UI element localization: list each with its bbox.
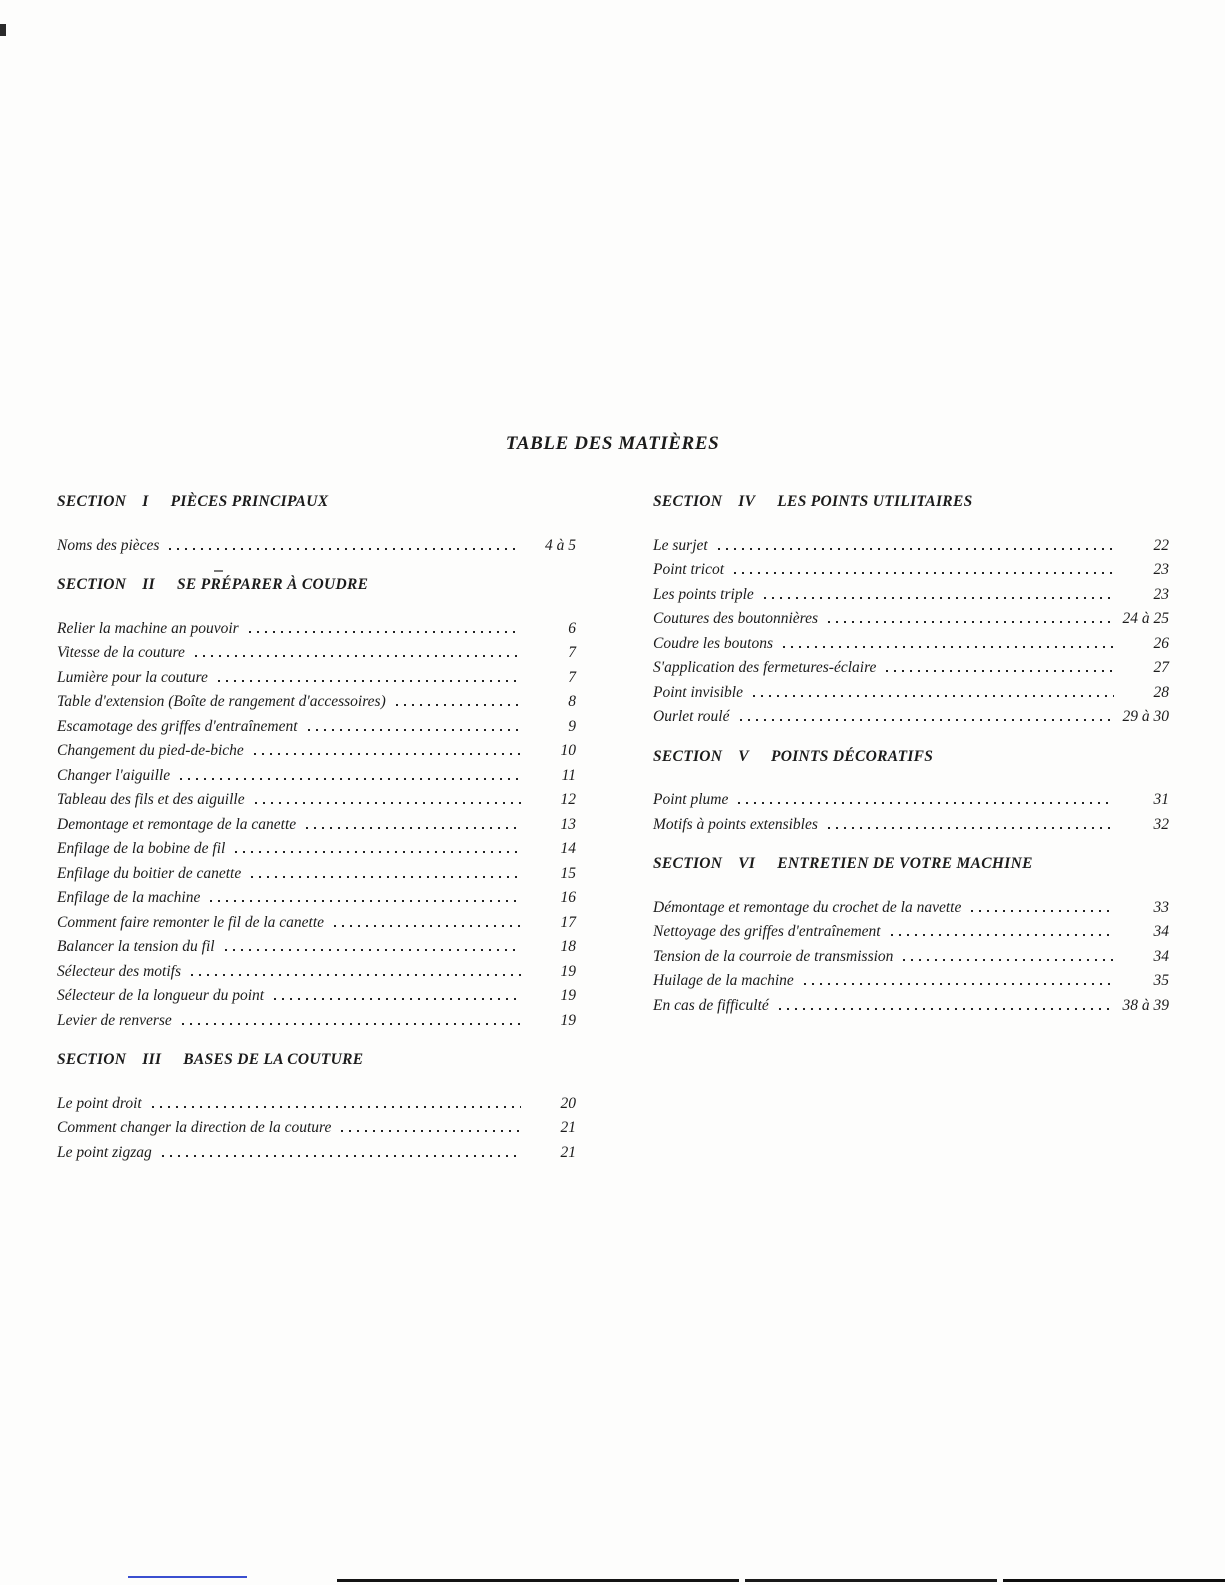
entry-page: 33 (1153, 898, 1169, 916)
dot-leader (191, 974, 521, 976)
entry-page: 11 (561, 766, 576, 784)
section-title: PIÈCES PRINCIPAUX (170, 493, 329, 510)
section-title: BASES DE LA COUTURE (183, 1051, 364, 1068)
toc-entry (57, 666, 576, 691)
section-numeral: VI (738, 855, 756, 872)
entry-page: 21 (560, 1143, 576, 1161)
entry-label: Sélecteur de la longueur du point (57, 987, 265, 1004)
toc-section (653, 852, 1169, 1018)
entry-label: Vitesse de la couture (57, 644, 185, 661)
entry-label: Balancer la tension du fil (57, 938, 215, 955)
toc-entry (57, 886, 576, 911)
entry-page: 7 (568, 644, 576, 661)
dot-leader (162, 1155, 521, 1157)
dot-leader (152, 1106, 521, 1108)
dot-leader (396, 704, 521, 706)
dot-leader (180, 778, 521, 780)
toc-entry (57, 690, 576, 715)
toc-entry (57, 960, 576, 985)
toc-entry (653, 656, 1169, 681)
dot-leader (308, 729, 521, 731)
dot-leader (740, 719, 1114, 721)
entry-page: 23 (1153, 585, 1169, 603)
toc-section (57, 573, 576, 1033)
entry-page: 35 (1153, 972, 1169, 989)
entry-page: 28 (1153, 683, 1169, 701)
section-heading (57, 1048, 576, 1073)
toc-entry (57, 911, 576, 936)
entry-page: 26 (1153, 634, 1169, 652)
entry-label: Demontage et remontage de la canette (57, 815, 297, 833)
section-heading (653, 490, 1169, 515)
scan-artifact-dark-line (337, 1579, 739, 1582)
toc-entry (653, 705, 1169, 730)
entry-label: Relier la machine an pouvoir (57, 619, 239, 637)
dot-leader (235, 851, 521, 853)
entry-label: Noms des pièces (57, 536, 160, 554)
section-word: SECTION (653, 747, 723, 765)
entry-page: 4 à 5 (545, 536, 576, 554)
section-word: SECTION (57, 1051, 127, 1068)
dot-leader (210, 900, 521, 902)
toc-entry (57, 534, 576, 559)
dot-leader (718, 548, 1114, 550)
entry-page: 29 à 30 (1122, 708, 1169, 725)
toc-entry (653, 994, 1169, 1019)
entry-label: Sélecteur des motifs (57, 962, 181, 980)
entry-page: 23 (1153, 561, 1169, 578)
toc-entry (57, 715, 576, 740)
entry-label: Enfilage de la bobine de fil (57, 840, 226, 857)
dot-leader (738, 802, 1114, 804)
toc-section (57, 490, 576, 558)
entry-label: Nettoyage des griffes d'entraînement (653, 923, 881, 940)
entry-page: 12 (560, 791, 576, 808)
entry-label: Changement du pied-de-biche (57, 742, 244, 759)
entry-label: Table d'extension (Boîte de rangement d'accessoires) (57, 693, 386, 710)
section-heading (653, 745, 1169, 770)
entry-label: Enfilage de la machine (57, 889, 201, 906)
entry-label: Le point zigzag (57, 1143, 152, 1161)
entry-page: 21 (560, 1119, 576, 1136)
dot-leader (891, 934, 1114, 936)
scan-artifact-dash (214, 570, 223, 572)
toc-entry (653, 607, 1169, 632)
dot-leader (828, 827, 1114, 829)
entry-page: 31 (1153, 791, 1169, 808)
toc-entry (57, 764, 576, 789)
dot-leader (225, 949, 521, 951)
entry-label: Coutures des boutonnières (653, 610, 819, 627)
entry-page: 9 (568, 717, 576, 735)
dot-leader (734, 572, 1114, 574)
entry-page: 18 (560, 938, 576, 955)
entry-page: 19 (560, 987, 576, 1004)
entry-label: Coudre les boutons (653, 634, 773, 652)
entry-label: Point plume (653, 791, 729, 808)
entry-page: 19 (560, 962, 576, 980)
entry-page: 16 (560, 889, 576, 906)
toc-entry (653, 558, 1169, 583)
entry-label: Motifs à points extensibles (653, 815, 818, 833)
toc-entry (653, 969, 1169, 994)
entry-page: 22 (1153, 536, 1169, 554)
toc-entry (57, 1141, 576, 1166)
entry-label: S'application des fermetures-éclaire (653, 659, 877, 676)
entry-label: Les points triple (653, 585, 754, 603)
toc-section (57, 1048, 576, 1165)
entry-label: Tension de la courroie de transmission (653, 947, 894, 965)
section-title: ENTRETIEN DE VOTRE MACHINE (777, 855, 1033, 872)
section-word: SECTION (653, 855, 723, 872)
toc-entry (57, 935, 576, 960)
entry-page: 17 (560, 913, 576, 931)
entry-label: Enfilage du boitier de canette (57, 864, 242, 882)
entry-label: Comment changer la direction de la couture (57, 1119, 332, 1136)
entry-page: 38 à 39 (1122, 996, 1169, 1014)
dot-leader (182, 1023, 521, 1025)
entry-page: 27 (1153, 659, 1169, 676)
entry-label: Comment faire remonter le fil de la canette (57, 913, 325, 931)
toc-entry (57, 788, 576, 813)
dot-leader (249, 631, 521, 633)
entry-page: 34 (1153, 923, 1169, 940)
toc-entry (653, 583, 1169, 608)
dot-leader (255, 802, 521, 804)
toc-entry (653, 681, 1169, 706)
toc-entry (57, 862, 576, 887)
entry-page: 13 (560, 815, 576, 833)
section-heading (57, 573, 576, 598)
scan-artifact-blue-line (128, 1576, 247, 1578)
entry-label: Le point droit (57, 1094, 142, 1112)
toc-column-right (653, 490, 1169, 1018)
dot-leader (828, 621, 1113, 623)
dot-leader (783, 646, 1114, 648)
dot-leader (334, 925, 521, 927)
dot-leader (251, 876, 521, 878)
entry-page: 8 (568, 693, 576, 710)
toc-section (653, 490, 1169, 730)
scan-artifact-dark-line (745, 1579, 997, 1582)
entry-label: Le surjet (653, 536, 708, 554)
section-title: LES POINTS UTILITAIRES (777, 493, 973, 510)
entry-page: 14 (560, 840, 576, 857)
dot-leader (886, 670, 1114, 672)
entry-label: Ourlet roulé (653, 708, 730, 725)
toc-entry (653, 920, 1169, 945)
entry-label: En cas de fifficulté (653, 996, 769, 1014)
entry-page: 10 (560, 742, 576, 759)
toc-entry (653, 813, 1169, 838)
entry-label: Point tricot (653, 561, 725, 578)
entry-label: Lumière pour la couture (57, 668, 208, 686)
entry-label: Changer l'aiguille (57, 766, 171, 784)
entry-label: Levier de renverse (57, 1011, 172, 1029)
dot-leader (764, 597, 1114, 599)
toc-column-left (57, 490, 576, 1165)
page-title: TABLE DES MATIÈRES (505, 433, 720, 454)
entry-label: Point invisible (653, 683, 743, 701)
dot-leader (306, 827, 521, 829)
dot-leader (971, 910, 1114, 912)
toc-entry (57, 837, 576, 862)
dot-leader (341, 1130, 521, 1132)
entry-label: Tableau des fils et des aiguille (57, 791, 245, 808)
toc-entry (57, 617, 576, 642)
entry-label: Escamotage des griffes d'entraînement (57, 717, 298, 735)
toc-entry (57, 739, 576, 764)
entry-page: 6 (568, 619, 576, 637)
toc-entry (57, 1116, 576, 1141)
scan-artifact-speck (0, 24, 6, 36)
toc-entry (57, 813, 576, 838)
dot-leader (218, 680, 521, 682)
entry-page: 19 (560, 1011, 576, 1029)
toc-entry (57, 984, 576, 1009)
toc-entry (653, 534, 1169, 559)
section-numeral: III (142, 1051, 162, 1068)
toc-entry (653, 945, 1169, 970)
section-word: SECTION (653, 493, 723, 510)
toc-section (653, 745, 1169, 838)
dot-leader (274, 998, 521, 1000)
dot-leader (779, 1008, 1114, 1010)
dot-leader (254, 753, 521, 755)
entry-label: Démontage et remontage du crochet de la navette (653, 898, 962, 916)
dot-leader (903, 959, 1114, 961)
toc-entry (653, 788, 1169, 813)
section-numeral: I (142, 493, 149, 510)
entry-label: Huilage de la machine (653, 972, 794, 989)
entry-page: 34 (1153, 947, 1169, 965)
section-word: SECTION (57, 576, 127, 593)
section-numeral: II (142, 576, 155, 593)
section-numeral: V (738, 747, 749, 765)
section-heading (653, 852, 1169, 877)
section-title: POINTS DÉCORATIFS (770, 747, 934, 765)
entry-page: 15 (560, 864, 576, 882)
section-numeral: IV (738, 493, 756, 510)
toc-entry (57, 1092, 576, 1117)
dot-leader (753, 695, 1114, 697)
toc-entry (57, 1009, 576, 1034)
dot-leader (804, 983, 1114, 985)
dot-leader (195, 655, 521, 657)
dot-leader (169, 548, 521, 550)
section-title: SE PRÉPARER À COUDRE (176, 576, 369, 593)
section-word: SECTION (57, 493, 127, 510)
scan-artifact-dark-line (1003, 1579, 1225, 1582)
entry-page: 20 (560, 1094, 576, 1112)
toc-entry (57, 641, 576, 666)
entry-page: 32 (1153, 815, 1169, 833)
entry-page: 24 à 25 (1122, 610, 1169, 627)
entry-page: 7 (568, 668, 576, 686)
toc-entry (653, 632, 1169, 657)
section-heading (57, 490, 576, 515)
toc-entry (653, 896, 1169, 921)
